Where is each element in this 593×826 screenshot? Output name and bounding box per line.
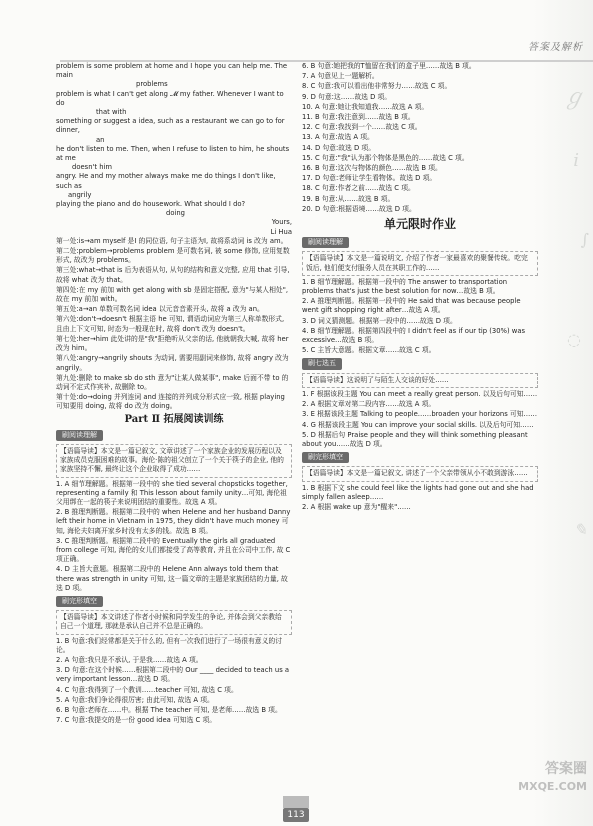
answer-item: 1. A 细节理解题。根据第一段中的 she tied several chopsticks together, representing a family 和 This lesson about family unity…可知, 海伦祖父用绑在一起的筷子来说明团结的重要性。故选 A 项。 <box>56 479 288 506</box>
letter-sign: Yours, <box>271 218 292 227</box>
answer-item: 9. D 句意:这……故选 D 项。 <box>302 92 392 101</box>
answer-item: 19. B 句意:从……故选 B 项。 <box>302 194 395 203</box>
section-tag: 刷七选五 <box>302 358 342 369</box>
answer-item: 8. C 句意:我可以看出他非常努力……故选 C 项。 <box>302 82 452 91</box>
section-tag: 刷完形填空 <box>56 596 103 607</box>
decorative-margin <box>533 0 593 826</box>
correction-item: 第五处:a→an 单数可数名词 idea 以元音音素开头, 故将 a 改为 an。 <box>56 305 264 314</box>
answer-item: 3. E 根据该段主题 Talking to people……broaden your horizons 可知…… <box>302 410 538 419</box>
letter-line: an <box>96 135 105 144</box>
answer-item: 2. A 句意:我只是不承认, 于是我……故选 A 项。 <box>56 655 203 664</box>
correction-item: 第三处:what→that is 后为表语从句, 从句的结构和意义完整, 应用 that 引导, 故将 what 改为 that。 <box>56 266 290 284</box>
correction-item: 第二处:problem→problems problem 是可数名词, 被 some 修饰, 应用复数形式, 故改为 problems。 <box>56 247 290 265</box>
letter-line: doesn't him <box>72 163 113 172</box>
answer-item: 4. C 句意:我得到了一个教训……teacher 可知, 故选 C 项。 <box>56 685 238 694</box>
guide-box: 【语篇导读】本文是一篇记叙文, 讲述了一个父亲带领从小不敢到游泳…… <box>302 466 538 481</box>
decoration-icon: ℊ <box>562 85 585 110</box>
answer-item: 6. B 句意:老师在……中。根据 The teacher 可知, 是老师……故选 B 项。 <box>56 706 282 714</box>
guide-box: 【语篇导读】本文是一篇说明文, 介绍了作者一家最喜欢的聚餐传统。吃完饭后, 他们便支付服务人员在其职工作的…… <box>302 251 538 275</box>
letter-line: angrily <box>68 190 92 199</box>
answer-item: 3. C 推理判断题。根据第二段中的 Eventually the girls all graduated from college 可知, 海伦的女儿们都接受了高等教育, 并且在公司中工作, 故 C 项正确。 <box>56 536 291 564</box>
answer-item: 1. B 句意:我们经常都是关于什么的, 但有一次我们进行了一场很有意义的讨论。 <box>56 636 282 654</box>
answer-item: 7. A 句意见上一题解析。 <box>302 72 379 81</box>
answer-item: 1. F 根据该段主题 You can meet a really great person. 以及后句可知…… <box>302 389 538 398</box>
correction-item: 第七处:her→him 此处讲的是"我"拒绝听从父亲的话, 他就朝我大喊, 故将 her 改为 him。 <box>56 334 289 353</box>
letter-line: doing <box>166 209 185 218</box>
answer-item: 16. B 句意:这次与物体的颜色……故选 B 项。 <box>302 164 442 173</box>
answer-item: 2. A 推理判断题。根据第一段中的 He said that was because people went gift shopping right after…故选 A 项。 <box>302 297 521 315</box>
answer-item: 1. B 细节理解题。根据第一段中的 The answer to transportation problems that's just the best solution for now…故选 B 项。 <box>302 277 508 296</box>
correction-item: 第六处:don't→doesn't 根据主语 he 可知, 谓语动词应为第三人称单数形式, 且由上下文可知, 时态为一般现在时, 故将 don't 改为 doesn't。 <box>56 315 285 333</box>
letter-line: angry. He and my mother always make me do things I don't like, such as <box>56 172 276 190</box>
answer-item: 12. C 句意:我找到一个……故选 C 项。 <box>302 123 422 132</box>
answer-item: 17. D 句意:老师让学生看物体。故选 D 项。 <box>302 174 437 183</box>
watermark <box>497 760 587 820</box>
answer-item: 15. C 句意:"我"认为那个物体是黑色的……故选 C 项。 <box>302 153 469 162</box>
letter-line: problem is some problem at home and I hope you can help me. The main <box>56 62 288 80</box>
section-tag: 刷阅读理解 <box>302 237 349 248</box>
answer-item: 18. C 句意:作者之前……故选 C 项。 <box>302 184 415 193</box>
corrections-list <box>56 237 292 412</box>
answer-item: 4. G 根据该段主题 You can improve your social skills. 以及后句可知…… <box>302 420 534 429</box>
left-column <box>56 62 292 726</box>
answer-item: 1. B 根据下文 she could feel like the lights had gone out and she had simply fallen asleep…… <box>302 483 534 501</box>
answer-item: 2. A 根据文章对第二段内容……故选 A 项。 <box>302 400 436 409</box>
answer-item: 7. C 句意:我提交的是一份 good idea 可知选 C 项。 <box>56 716 217 725</box>
header-label: 答案及解析 <box>528 42 583 53</box>
letter-line: something or suggest a idea, such as a restaurant we can go to for dinner, <box>56 117 285 135</box>
watermark-line: MXQE.COM <box>518 780 587 793</box>
answer-item: 11. B 句意:我注意到……故选 B 项。 <box>302 113 415 122</box>
answer-item: 13. A 句意:故选 A 项。 <box>302 133 374 142</box>
answer-item: 4. B 细节理解题。根据第四段中的 I didn't feel as if our tip (30%) was excessive…故选 B 项。 <box>302 326 526 345</box>
correction-item: 第四处:在 my 前加 with get along with sb 是固定搭配, 意为"与某人相处", 故在 my 前加 with。 <box>56 285 288 304</box>
answer-item: 10. A 句意:她让我知道我……故选 A 项。 <box>302 102 429 111</box>
letter-sign: Li Hua <box>270 227 292 236</box>
answer-item: 3. D 词义猜测题。根据第一段中的……故选 D 项。 <box>302 316 457 325</box>
right-column <box>302 62 538 513</box>
section-tag: 刷阅读理解 <box>56 430 103 441</box>
correction-item: 第九处:删除 to make sb do sth 意为"让某人做某事", make 后面不带 to 的动词不定式作宾补, 故删除 to。 <box>56 373 289 391</box>
answer-item: 3. D 句意:在这个时候……根据第二段中的 Our ____ decided to teach us a very important lesson…故选 D 项。 <box>56 666 290 684</box>
letter-line: he don't listen to me. Then, when I refuse to listen to him, he shouts at me <box>56 144 290 163</box>
guide-box: 【语篇导读】本文讲述了作者小时候和同学发生的争论, 并体会到父亲教给自己一个道理, 那就是承认自己并不总是正确的。 <box>56 610 292 634</box>
decoration-icon: ✎ <box>573 520 587 539</box>
answer-item: 5. C 主旨大意题。根据文章……故选 C 项。 <box>302 346 436 355</box>
answer-item: 20. D 句意:根据语境……故选 D 项。 <box>302 204 416 213</box>
page-number-decoration <box>283 796 309 808</box>
answer-item: 2. B 推理判断题。根据第二段中的 when Helene and her husband Danny left their home in Vietnam in 1975, they didn't have much money 可知, 海伦夫妇离开家乡时没有太多的钱。故选 B 项。 <box>56 508 291 535</box>
part-title: Part Ⅱ 拓展阅读训练 <box>124 413 224 425</box>
decoration-icon: ◌ <box>567 330 581 349</box>
answer-item: 4. D 主旨大意题。根据第二段中的 Helene Ann always told them that there was strength in unity 可知, 这一篇文章的主题是家族团结的力量, 故选 D 项。 <box>56 565 288 592</box>
section-tag: 刷完形填空 <box>302 452 349 463</box>
correction-item: 第一处:is→am myself 是I 的同位语, 句子主语为I, 故将系动词 is 改为 am。 <box>56 236 288 245</box>
letter-line: playing the piano and do housework. What should I do? <box>56 200 246 209</box>
unit-title: 单元限时作业 <box>383 217 456 232</box>
letter-line: problems <box>136 80 168 89</box>
guide-box: 【语篇导读】本文是一篇记叙文, 文章讲述了一个家族企业的发展历程以及家族成员克服困难的故事。海伦·陈的祖父创立了一个关于筷子的企业, 他的家族坚持不懈, 最终让这个企业取得了成功…… <box>56 444 292 478</box>
page-number: 113 <box>283 808 309 822</box>
decoration-icon: i <box>573 150 579 171</box>
answer-item: 5. A 句意:我们争论得很厉害; 由此可知, 故选 A 项。 <box>56 695 214 704</box>
answer-item: 2. A 根据 wake up 意为"醒来"…… <box>302 502 411 511</box>
answer-item: 5. D 根据后句 Praise people and they will think something pleasant about you……故选 D 项。 <box>302 430 528 448</box>
answer-item: 6. B 句意:她把我的T恤留在我们的盒子里……故选 B 项。 <box>302 62 476 70</box>
answer-item: 14. D 句意:故选 D 项。 <box>302 143 375 152</box>
watermark-line: 答案圈 <box>545 761 587 777</box>
letter-line: problem is what I can't get along 𝓜 my father. Whenever I want to do <box>56 89 284 107</box>
correction-item: 第八处:angry→angrily shouts 为动词, 需要用副词来修饰, 故将 angry 改为 angrily。 <box>56 354 289 372</box>
correction-item: 第十处:do→doing 并列连词 and 连接的并列成分形式应一致, 根据 playing 可知要用 doing, 故将 do 改为 doing。 <box>56 393 285 411</box>
letter-text <box>56 62 292 237</box>
guide-box: 【语篇导读】这说明了与陌生人交谈的好处…… <box>302 373 538 388</box>
letter-line: that with <box>96 108 127 117</box>
decoration-icon: ∫ <box>580 230 589 249</box>
